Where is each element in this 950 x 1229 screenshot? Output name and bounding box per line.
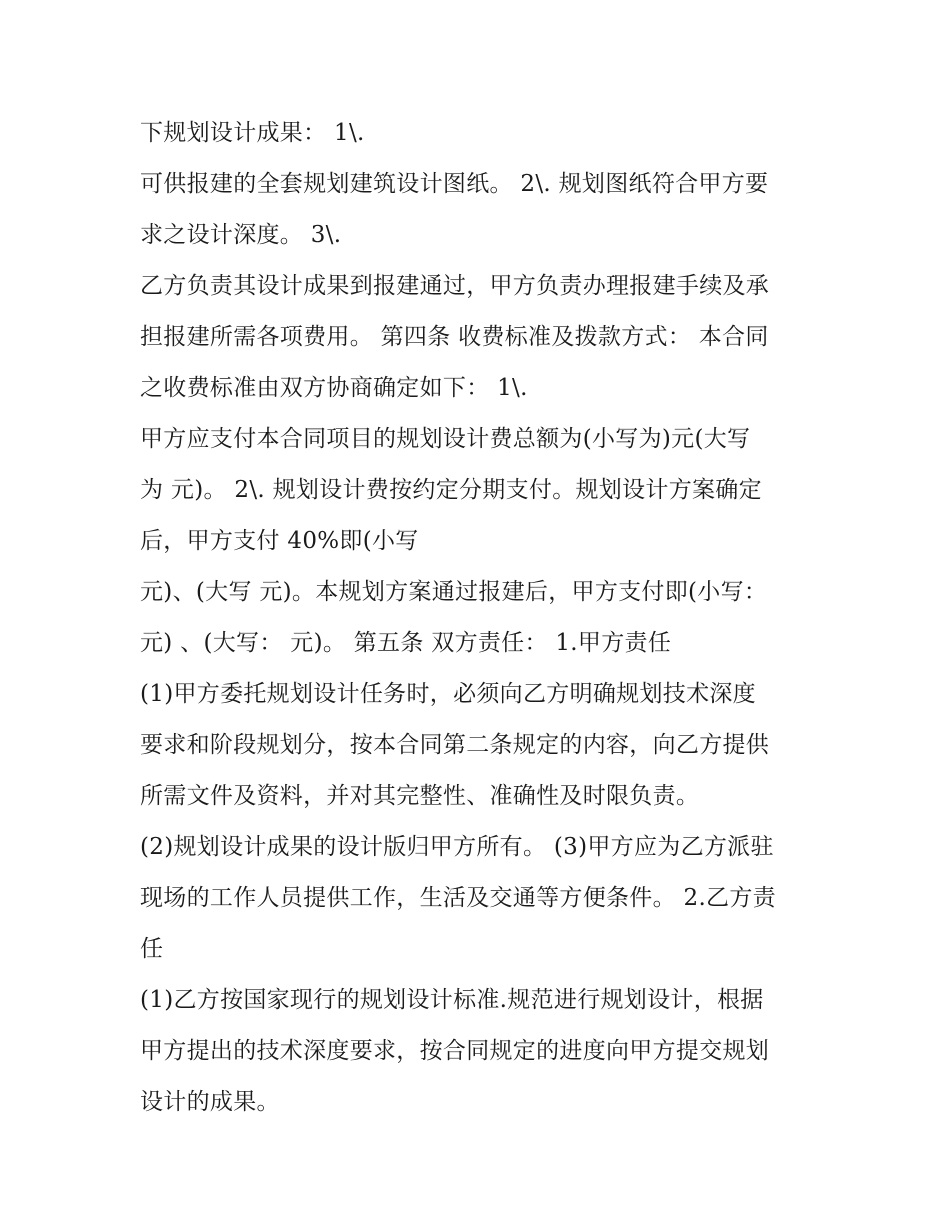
text-line: 元)、(大写 元)。本规划方案通过报建后，甲方支付即(小写： (140, 579, 768, 605)
text-line: 甲方应支付本合同项目的规划设计费总额为(小写为)元(大写 (140, 426, 751, 452)
text-line: 求之设计深度。 3\. (140, 222, 342, 248)
text-line: 所需文件及资料，并对其完整性、准确性及时限负责。 (140, 783, 700, 809)
text-line: 担报建所需各项费用。 第四条 收费标准及拨款方式： 本合同 (140, 324, 769, 350)
text-line: 下规划设计成果： 1\. (140, 120, 365, 146)
document-body (140, 108, 820, 1128)
text-line: 要求和阶段规划分，按本合同第二条规定的内容，向乙方提供 (140, 732, 770, 758)
text-line: (2)规划设计成果的设计版归甲方所有。 (3)甲方应为乙方派驻 (140, 834, 774, 860)
text-line: 设计的成果。 (140, 1089, 280, 1115)
text-line: (1)乙方按国家现行的规划设计标准.规范进行规划设计，根据 (140, 987, 764, 1013)
text-line: 任 (140, 936, 164, 962)
text-line: 甲方提出的技术深度要求，按合同规定的进度向甲方提交规划 (140, 1038, 770, 1064)
text-line: 乙方负责其设计成果到报建通过，甲方负责办理报建手续及承 (140, 273, 770, 299)
text-line: 现场的工作人员提供工作，生活及交通等方便条件。 2.乙方责 (140, 885, 776, 911)
text-line: 元) 、(大写： 元)。 第五条 双方责任： 1.甲方责任 (140, 630, 672, 656)
text-line: (1)甲方委托规划设计任务时，必须向乙方明确规划技术深度 (140, 681, 756, 707)
text-line: 可供报建的全套规划建筑设计图纸。 2\. 规划图纸符合甲方要 (140, 171, 769, 197)
text-line: 为 元)。 2\. 规划设计费按约定分期支付。规划设计方案确定 (140, 477, 762, 503)
text-line: 后，甲方支付 40%即(小写 (140, 528, 419, 554)
text-line: 之收费标准由双方协商确定如下： 1\. (140, 375, 528, 401)
